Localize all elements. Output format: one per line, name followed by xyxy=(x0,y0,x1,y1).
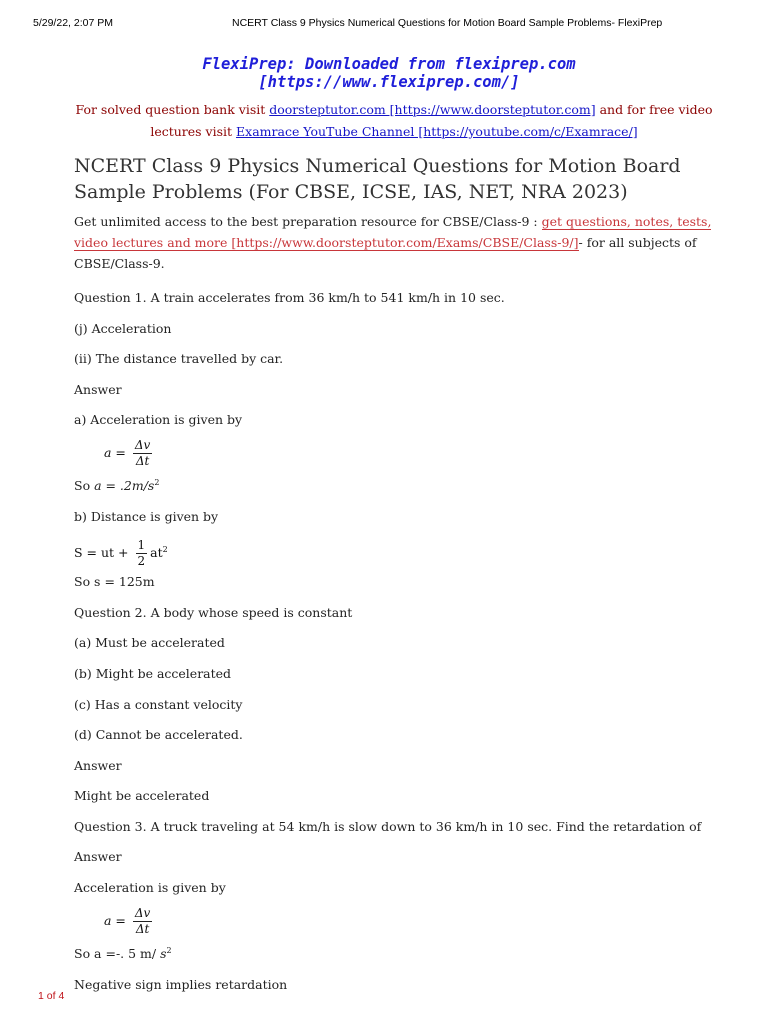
current-page: 1 xyxy=(38,990,44,1002)
q2-option-c: (c) Has a constant velocity xyxy=(74,696,243,712)
formula-fraction xyxy=(133,438,152,469)
q1-part-2: (ii) The distance travelled by car. xyxy=(74,351,284,367)
flexiprep-banner[interactable]: FlexiPrep: Downloaded from flexiprep.com [https://www.flexiprep.com/] xyxy=(202,55,576,91)
print-page-title: NCERT Class 9 Physics Numerical Questions for Motion Board Sample Problems- FlexiPrep xyxy=(232,17,663,29)
acceleration-value: a = .2m/s xyxy=(94,478,155,494)
q3-so-prefix: So a =-. 5 m/ xyxy=(74,946,161,962)
q3-result xyxy=(74,942,714,962)
q3-fraction-denominator: Δt xyxy=(135,922,150,937)
q2-option-d: (d) Cannot be accelerated. xyxy=(74,727,243,743)
document-content xyxy=(74,55,714,993)
q2-option-a: (a) Must be accelerated xyxy=(74,635,225,651)
q1-question: Question 1. A train accelerates from 36 km/h to 541 km/h in 10 sec. xyxy=(74,290,505,305)
exponent: 2 xyxy=(154,478,160,488)
intro-note xyxy=(74,99,714,143)
lead-text-2: - for all subjects of CBSE/Class-9. xyxy=(74,235,697,271)
print-datetime: 5/29/22, 2:07 PM xyxy=(33,17,113,29)
fraction-numerator: Δv xyxy=(134,438,151,453)
q3-question: Question 3. A truck traveling at 54 km/h is slow down to 36 km/h in 10 sec. Find the retardation of xyxy=(74,818,702,834)
distance-fraction-numerator: 1 xyxy=(137,538,146,553)
distance-formula-lhs: S = ut + xyxy=(74,545,129,561)
lead-text-1: Get unlimited access to the best preparation resource for CBSE/Class-9 : xyxy=(74,214,542,229)
q2-answer: Might be accelerated xyxy=(74,788,210,804)
q3-acceleration-intro: Acceleration is given by xyxy=(74,880,226,896)
page-counter xyxy=(38,990,64,1002)
print-header xyxy=(0,17,768,31)
q1-distance-result: So s = 125m xyxy=(74,574,155,590)
distance-fraction xyxy=(136,538,148,569)
fraction-denominator: Δt xyxy=(135,454,150,469)
intro-text-2: and for free video lectures visit xyxy=(150,102,713,139)
q2-question: Question 2. A body whose speed is constant xyxy=(74,604,353,620)
total-pages: 4 xyxy=(58,990,65,1002)
q1-acceleration-formula xyxy=(104,436,714,470)
q3-unit-s: s xyxy=(160,946,167,962)
q1-acceleration-intro: a) Acceleration is given by xyxy=(74,412,243,428)
q1-distance-intro: b) Distance is given by xyxy=(74,509,219,525)
page-separator: of xyxy=(43,990,59,1002)
q2-option-b: (b) Might be accelerated xyxy=(74,665,232,681)
q1-acceleration-result xyxy=(74,474,714,494)
distance-exponent: 2 xyxy=(162,545,168,555)
examrace-youtube-link[interactable]: Examrace YouTube Channel [https://youtube.com/c/Examrace/] xyxy=(236,124,638,139)
doorsteptutor-link[interactable]: doorsteptutor.com [https://www.doorsteptutor.com] xyxy=(269,102,596,117)
q3-answer-label: Answer xyxy=(74,849,122,865)
q3-formula-fraction xyxy=(133,906,152,937)
page-title: NCERT Class 9 Physics Numerical Questions for Motion Board Sample Problems (For CBSE, ICSE, IAS, NET, NRA 2023) xyxy=(74,155,681,203)
q3-formula-lhs: a = xyxy=(104,913,126,929)
so-prefix: So xyxy=(74,478,95,494)
lead-paragraph xyxy=(74,211,714,274)
class9-resources-link[interactable]: get questions, notes, tests, video lectures and more [https://www.doorsteptutor.com/Exams/CBSE/Class-9/] xyxy=(74,214,712,250)
q3-fraction-numerator: Δv xyxy=(134,906,151,921)
q2-answer-label: Answer xyxy=(74,757,122,773)
q3-note: Negative sign implies retardation xyxy=(74,976,288,992)
distance-fraction-denominator: 2 xyxy=(137,554,146,569)
q3-acceleration-formula xyxy=(104,904,714,938)
distance-formula-rhs: at xyxy=(150,545,163,561)
q1-distance-formula xyxy=(74,533,714,567)
q3-exponent: 2 xyxy=(166,946,172,956)
formula-lhs: a = xyxy=(104,445,126,461)
q1-answer-label: Answer xyxy=(74,381,122,397)
intro-text-1: For solved question bank visit xyxy=(75,102,270,117)
q1-part-1: (j) Acceleration xyxy=(74,320,172,336)
